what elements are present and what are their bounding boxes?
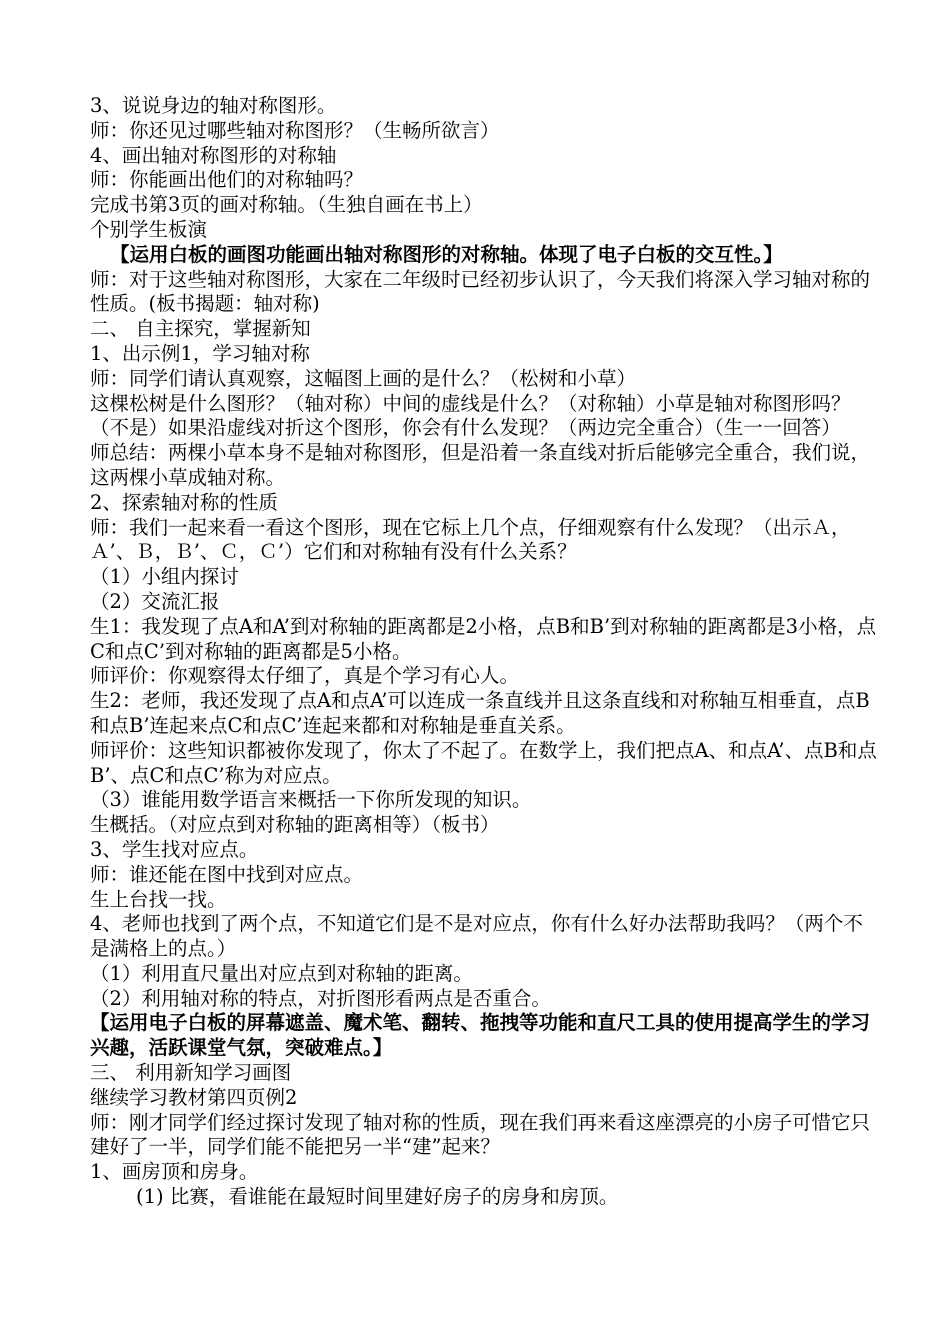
whiteboard-note: 【运用白板的画图功能画出轴对称图形的对称轴。体现了电子白板的交互性。】 (110, 242, 783, 266)
paragraph: 生1：我发现了点A和A’到对称轴的距离都是2小格，点B和B’到对称轴的距离都是3小格，点C和点C’到对称轴的距离都是5小格。 (90, 614, 877, 663)
paragraph: （1）小组内探讨 (90, 565, 239, 589)
paragraph: 1、画房顶和房身。 (90, 1160, 259, 1184)
paragraph: 师：我们一起来看一看这个图形，现在它标上几个点，仔细观察有什么发现？（出示Ａ，Ａ’、Ｂ，Ｂ’、Ｃ，Ｃ’）它们和对称轴有没有什么关系？ (90, 515, 851, 564)
paragraph: 师：同学们请认真观察，这幅图上画的是什么？（松树和小草） (90, 366, 637, 390)
paragraph: 3、说说身边的轴对称图形。 (90, 94, 337, 117)
paragraph: 生上台找一找。 (90, 887, 227, 911)
paragraph: 2、探索轴对称的性质 (90, 490, 278, 514)
paragraph: 师：你能画出他们的对称轴吗？ (90, 168, 364, 192)
whiteboard-note: 【运用电子白板的屏幕遮盖、魔术笔、翻转、拖拽等功能和直尺工具的使用提高学生的学习兴趣，活跃课堂气氛，突破难点。】 (90, 1011, 871, 1060)
paragraph: （3）谁能用数学语言来概括一下你所发现的知识。 (90, 788, 532, 812)
section-heading: 二、 自主探究，掌握新知 (90, 317, 311, 341)
paragraph: 生概括。（对应点到对称轴的距离相等）（板书） (90, 813, 500, 837)
paragraph: （1）利用直尺量出对应点到对称轴的距离。 (90, 961, 473, 985)
document-page (90, 94, 880, 1210)
paragraph: 3、学生找对应点。 (90, 837, 259, 861)
paragraph: 师：刚才同学们经过探讨发现了轴对称的性质，现在我们再来看这座漂亮的小房子可惜它只建好了一半，同学们能不能把另一半“建”起来？ (90, 1110, 871, 1159)
paragraph: (1) 比赛，看谁能在最短时间里建好房子的房身和房顶。 (136, 1185, 619, 1209)
paragraph: 生2：老师，我还发现了点A和点A’可以连成一条直线并且这条直线和对称轴互相垂直，点B和点B’连起来点C和点C’连起来都和对称轴是垂直关系。 (90, 689, 870, 737)
paragraph: 完成书第3页的画对称轴。（生独自画在书上） (90, 193, 483, 217)
paragraph: 继续学习教材第四页例2 (90, 1085, 298, 1109)
paragraph: 师：你还见过哪些轴对称图形？（生畅所欲言） (90, 118, 500, 142)
paragraph: （2）利用轴对称的特点，对折图形看两点是否重合。 (90, 986, 551, 1010)
paragraph: 师评价：这些知识都被你发现了，你太了不起了。在数学上，我们把点A、和点A’、点B和点B’、点C和点C’称为对应点。 (90, 738, 877, 787)
paragraph: 师：谁还能在图中找到对应点。 (90, 862, 364, 886)
paragraph: 师：对于这些轴对称图形，大家在二年级时已经初步认识了，今天我们将深入学习轴对称的性质。(板书揭题：轴对称) (90, 267, 871, 316)
paragraph: 4、老师也找到了两个点，不知道它们是不是对应点，你有什么好办法帮助我吗？（两个不是满格上的点。） (90, 912, 863, 961)
paragraph: 1、出示例1，学习轴对称 (90, 341, 310, 365)
paragraph: 个别学生板演 (90, 217, 208, 241)
paragraph: 师评价：你观察得太仔细了，真是个学习有心人。 (90, 664, 520, 688)
section-heading: 三、 利用新知学习画图 (90, 1061, 292, 1085)
paragraph: 4、画出轴对称图形的对称轴 (90, 143, 337, 167)
paragraph: （2）交流汇报 (90, 589, 220, 613)
paragraph: 这棵松树是什么图形？（轴对称）中间的虚线是什么？（对称轴）小草是轴对称图形吗？（不是）如果沿虚线对折这个图形，你会有什么发现？（两边完全重合）（生一一回答） (90, 391, 851, 440)
paragraph: 师总结：两棵小草本身不是轴对称图形，但是沿着一条直线对折后能够完全重合，我们说，这两棵小草成轴对称。 (90, 441, 871, 489)
